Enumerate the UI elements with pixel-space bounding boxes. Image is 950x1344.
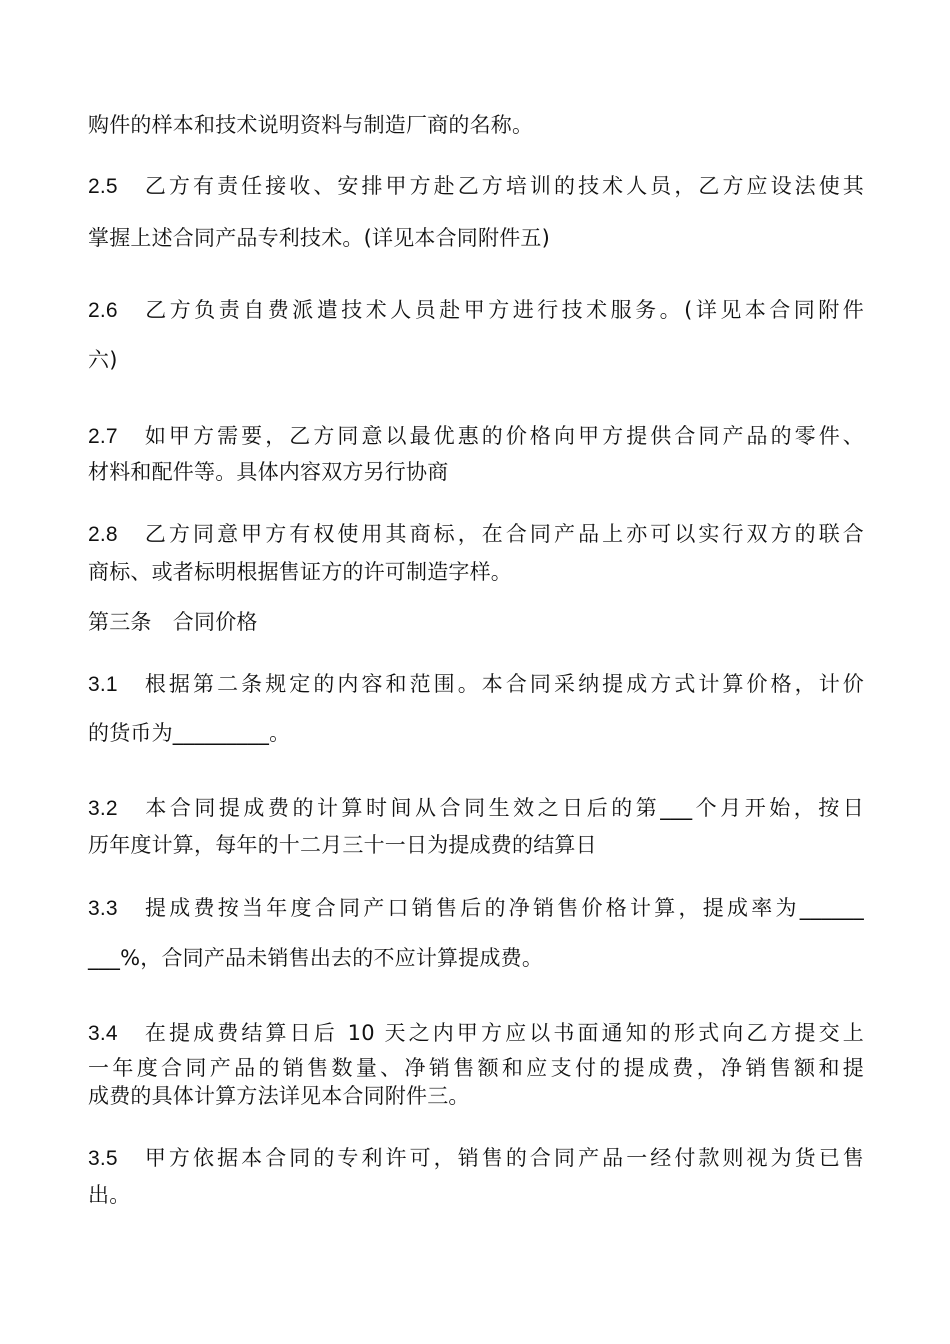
clause-2-6 [88, 295, 864, 326]
line-text: 购件的样本和技术说明资料与制造厂商的名称。 [88, 113, 534, 137]
line-text: ___%，合同产品未销售出去的不应计算提成费。 [88, 946, 544, 970]
text-line [88, 1180, 864, 1210]
text-line [88, 110, 864, 140]
clause-number: 2.6 [88, 299, 118, 322]
text-line [88, 345, 864, 375]
clause-3-1 [88, 669, 864, 700]
line-text: 出。 [88, 1183, 131, 1207]
clause-text: 本合同提成费的计算时间从合同生效之日后的第___个月开始，按日 [142, 796, 864, 820]
clause-number: 2.7 [88, 425, 118, 448]
line-text: 的货币为_________。 [88, 721, 291, 745]
clause-number: 3.1 [88, 673, 118, 696]
text-line [88, 223, 864, 253]
clause-number: 3.2 [88, 797, 118, 820]
line-text: 掌握上述合同产品专利技术。(详见本合同附件五) [88, 226, 550, 250]
line-text: 成费的具体计算方法详见本合同附件三。 [88, 1084, 470, 1108]
clause-number: 2.8 [88, 523, 118, 546]
text-line [88, 557, 864, 587]
clause-text: 乙方同意甲方有权使用其商标，在合同产品上亦可以实行双方的联合 [142, 522, 864, 546]
clause-2-8 [88, 519, 864, 550]
heading-text: 第三条 合同价格 [88, 610, 258, 634]
clause-3-2 [88, 793, 864, 824]
clause-2-5 [88, 171, 864, 202]
clause-2-7 [88, 421, 864, 452]
clause-number: 3.4 [88, 1022, 118, 1045]
text-line [88, 830, 864, 860]
clause-3-4 [88, 1018, 864, 1049]
clause-number: 3.5 [88, 1147, 118, 1170]
line-text: 商标、或者标明根据售证方的许可制造字样。 [88, 560, 512, 584]
text-line [88, 1053, 864, 1083]
clause-text: 乙方负责自费派遣技术人员赴甲方进行技术服务。(详见本合同附件 [142, 298, 864, 322]
line-text: 一年度合同产品的销售数量、净销售额和应支付的提成费，净销售额和提 [88, 1056, 864, 1080]
clause-text: 如甲方需要，乙方同意以最优惠的价格向甲方提供合同产品的零件、 [142, 424, 864, 448]
text-line [88, 1081, 864, 1111]
clause-3-3 [88, 893, 864, 924]
text-line [88, 718, 864, 748]
clause-text: 在提成费结算日后 10 天之内甲方应以书面通知的形式向乙方提交上 [142, 1021, 864, 1045]
clause-text: 甲方依据本合同的专利许可，销售的合同产品一经付款则视为货已售 [142, 1146, 864, 1170]
clause-number: 2.5 [88, 175, 118, 198]
clause-number: 3.3 [88, 897, 118, 920]
line-text: 材料和配件等。具体内容双方另行协商 [88, 460, 449, 484]
clause-text: 根据第二条规定的内容和范围。本合同采纳提成方式计算价格，计价 [142, 672, 864, 696]
line-text: 六) [88, 348, 118, 372]
section-heading [88, 607, 864, 637]
text-line [88, 457, 864, 487]
text-line [88, 943, 864, 973]
clause-3-5 [88, 1143, 864, 1174]
clause-text: 乙方有责任接收、安排甲方赴乙方培训的技术人员，乙方应设法使其 [142, 174, 864, 198]
line-text: 历年度计算，每年的十二月三十一日为提成费的结算日 [88, 833, 597, 857]
clause-text: 提成费按当年度合同产口销售后的净销售价格计算，提成率为______ [142, 896, 864, 920]
